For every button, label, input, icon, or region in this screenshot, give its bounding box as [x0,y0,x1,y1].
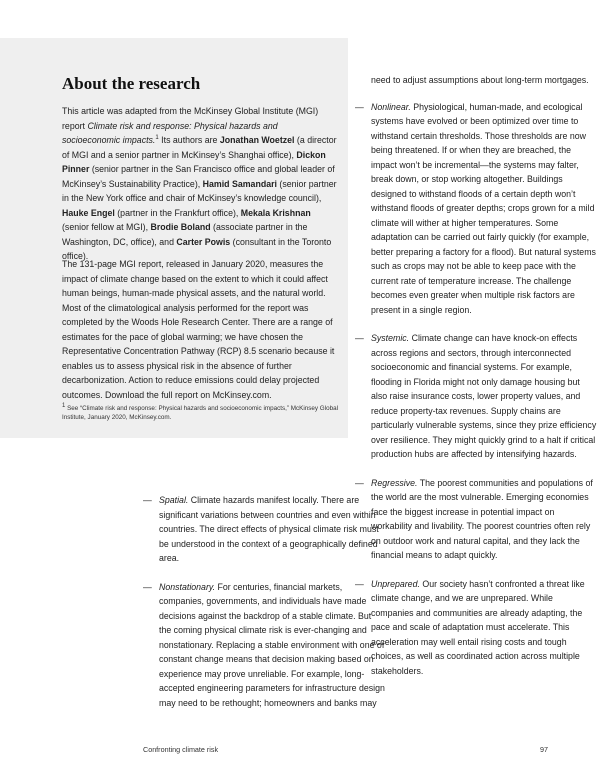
bullet-text: The poorest communities and populations of the world are the most vulnerable. Emerging economies face the biggest increase in potential impact on workability and livability. The poorest countries often rely on outdoor work and natural capital, and they lack the financial means to adapt quickly. [371,477,593,560]
report-title: Climate risk and response: Physical hazards and socioeconomic impacts. [62,120,278,145]
bullet-nonlinear [355,100,597,318]
bullet-regressive [355,476,597,563]
dash: — [143,581,152,592]
author-name: Brodie Boland [150,222,211,232]
bullet-nonstationary [143,580,385,711]
bullet-term: Regressive. [371,477,418,488]
box-paragraph-report: The 131-page MGI report, released in January 2020, measures the impact of climate change based on the extent to which it could affect human beings, human-made physical assets, and the natural world. Most of the climatological analysis performed for the report was completed by the Woods Hole Research Center. There are a range of estimates for the pace of global warming; we have chosen the Representative Concentration Pathway (RCP) 8.5 scenario because it enables us to assess physical risk in the absence of further decarbonization. Action to reduce emissions could delay projected outcomes. Download the full report on McKinsey.com. [62,259,335,400]
continued-text: need to adjust assumptions about long-term mortgages. [371,75,589,85]
author-name: Jonathan Woetzel [219,135,295,145]
footnote-number: 1 [62,402,66,409]
dash: — [355,578,364,589]
bullet-text: Climate hazards manifest locally. There are significant variations between countries and even within countries. The direct effects of physical climate risk must be understood in the context of a geographically defined area. [159,495,379,563]
bullet-term: Nonlinear. [371,101,411,112]
author-name: Mekala Krishnan [240,207,311,218]
dash: — [355,101,364,112]
bullet-term: Nonstationary. [159,581,216,592]
author-name: Dickon Pinner [62,149,326,174]
bullet-text: For centuries, financial markets, companies, governments, and individuals have made decisions against the backdrop of a stable climate. But the coming physical climate risk is ever-changing and nonstationary. Replacing a stable environment with one of constant change means that decision making based on experience may prove unreliable. For example, long-accepted engineering parameters for infrastructure design may need to be rethought; homeowners and banks may [159,581,385,708]
box-title: About the research [62,74,201,93]
author-name: Carter Powis [176,236,231,247]
dash: — [355,477,364,488]
bullet-text: Our society hasn’t confronted a threat like climate change, and we are unprepared. While companies and communities are already adapting, the pace and scale of adaptation must accelerate. This acceleration may well entail rising costs and tough choices, as well as coordinated action across multiple stakeholders. [371,578,585,676]
footnote-ref: 1 [155,135,159,142]
author-name: Hamid Samandari [202,178,277,189]
bullet-text: Climate change can have knock-on effects across regions and sectors, through interconnected socioeconomic and financial systems. For example, flooding in Florida might not only damage housing but also raise insurance costs, lower property values, and reduce property-tax revenues. Supply chains are particularly vulnerable systems, since they prize efficiency over resilience. They might quickly grind to a halt if critical production hubs are affected by intensifying hazards. [371,333,597,459]
bullet-unprepared [355,577,597,679]
left-column [143,493,385,724]
bullet-text: Physiological, human-made, and ecological systems have evolved or been optimized over time to withstand certain thresholds. Those thresholds are now being threatened. If or when they are breached, the impact won’t be incremental—the systems may falter, break down, or stop working altogether. Buildings designed to withstand floods of a certain depth won’t withstand floods of greater depths; crops grown for a mild climate will wither at higher temperatures. Some adaptation can be carried out fairly quickly (for example, better preparing a factory for a flood). But natural systems such as crops may not be able to keep pace with the current rate of temperature increase. The challenge becomes even greater when multiple risk factors are present in a single region. [371,101,596,315]
bullet-spatial [143,493,385,566]
footer-title: Confronting climate risk [143,745,219,754]
right-column [355,73,597,692]
bullet-term: Unprepared. [371,578,420,589]
footnote-text: See “Climate risk and response: Physical hazards and socioeconomic impacts,” McKinsey Global Institute, January 2020, McKinsey.com. [62,405,338,421]
box-paragraph-authors: This article was adapted from the McKinsey Global Institute (MGI) report Climate risk and response: Physical hazards and socioeconomic impacts.$^1$ Its authors are Jonathan Woetzel (a director of MGI and a senior partner in McKinsey’s Shanghai office), Dickon Pinner (senior partner in the San Francisco office and global leader of McKinsey’s Sustainability Practice), Hamid Samandari (senior partner in the New York office and chair of McKinsey’s knowledge council), Hauke Engel (partner in the Frankfurt office), Mekala Krishnan (senior fellow at MGI), Brodie Boland (associate partner in the Washington, DC, office), and Carter Powis (consultant in the Toronto office). [62,106,337,261]
dash: — [355,333,364,343]
dash: — [143,495,152,505]
author-name: Hauke Engel [62,207,115,218]
footnote [62,404,338,422]
page-number: 97 [540,745,548,754]
bullet-term: Spatial. [159,495,189,505]
bullet-term: Systemic. [371,333,410,343]
bullet-systemic [355,331,597,462]
